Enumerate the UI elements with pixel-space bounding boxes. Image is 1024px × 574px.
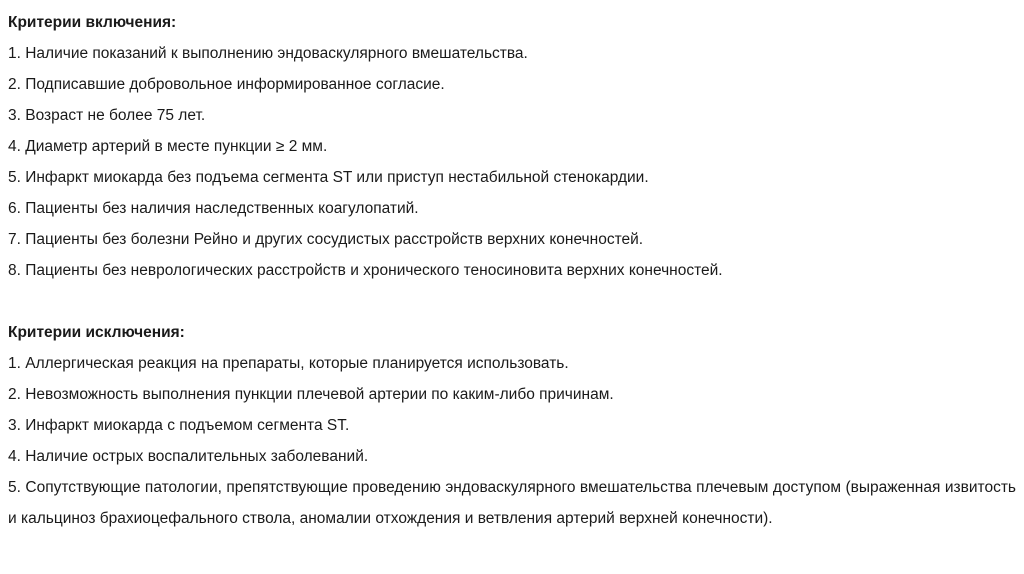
inclusion-criterion-item: 6. Пациенты без наличия наследственных коагулопатий. xyxy=(8,200,419,217)
section-spacer xyxy=(8,286,1016,317)
inclusion-criteria-heading: Критерии включения: xyxy=(8,14,177,31)
inclusion-criterion-item: 4. Диаметр артерий в месте пункции ≥ 2 мм. xyxy=(8,138,328,155)
inclusion-criterion-item: 8. Пациенты без неврологических расстройств и хронического теносиновита верхних конечностей. xyxy=(8,262,723,279)
exclusion-criterion-item: 4. Наличие острых воспалительных заболеваний. xyxy=(8,448,369,465)
inclusion-criterion-item: 1. Наличие показаний к выполнению эндоваскулярного вмешательства. xyxy=(8,45,528,62)
inclusion-criteria-section xyxy=(8,7,1016,286)
exclusion-criterion-item: 1. Аллергическая реакция на препараты, которые планируется использовать. xyxy=(8,355,569,372)
inclusion-criterion-item: 5. Инфаркт миокарда без подъема сегмента ST или приступ нестабильной стенокардии. xyxy=(8,169,649,186)
inclusion-criterion-item: 2. Подписавшие добровольное информированное согласие. xyxy=(8,76,445,93)
exclusion-criterion-item: 3. Инфаркт миокарда с подъемом сегмента ST. xyxy=(8,417,350,434)
inclusion-criterion-item: 3. Возраст не более 75 лет. xyxy=(8,107,206,124)
exclusion-criteria-section xyxy=(8,317,1016,534)
exclusion-criteria-heading: Критерии исключения: xyxy=(8,324,185,341)
inclusion-criterion-item: 7. Пациенты без болезни Рейно и других сосудистых расстройств верхних конечностей. xyxy=(8,231,644,248)
exclusion-criterion-item: 5. Сопутствующие патологии, препятствующие проведению эндоваскулярного вмешательства плечевым доступом (выраженная извитость и кальциноз брахиоцефального ствола, аномалии отхождения и ветвления артерий верхней конечности). xyxy=(8,479,1016,527)
exclusion-criterion-item: 2. Невозможность выполнения пункции плечевой артерии по каким-либо причинам. xyxy=(8,386,614,403)
document-body xyxy=(8,7,1016,534)
